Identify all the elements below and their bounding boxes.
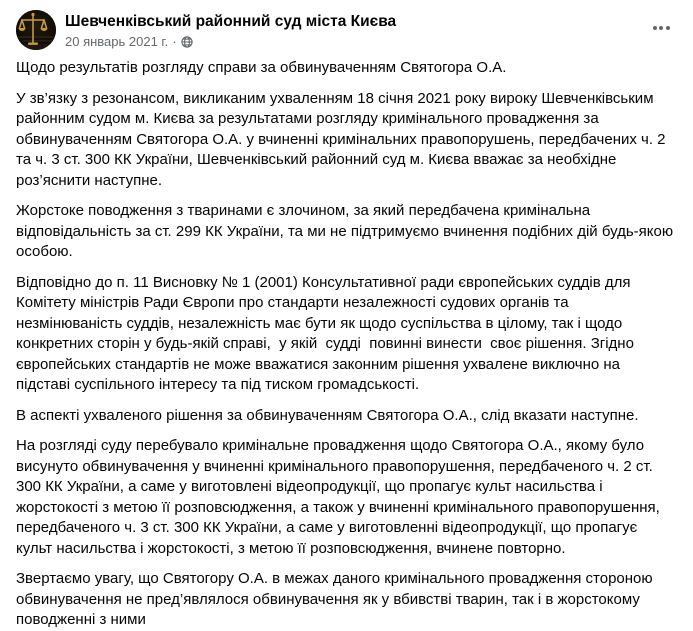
- post-paragraph: Відповідно до п. 11 Висновку № 1 (2001) Консультативної ради європейських суддів для Комітету міністрів Ради Європи про стандарти незалежності судових органів та незмінюваність суддів, незалежність має бути як щодо суспільства в цілому, так і щодо конкретних сторін у будь-якій справі, у якій судді повинні винести своє рішення. Згідно європейських стандартів не може вважатися законним рішення ухвалене виключно на підставі суспільного інтересу та під тиском громадськості.: [16, 273, 639, 393]
- meta-separator: ·: [172, 34, 177, 49]
- post-body: [0, 56, 693, 631]
- post-meta: [65, 33, 396, 50]
- more-options-button[interactable]: [645, 16, 677, 40]
- post-header: [0, 0, 693, 56]
- post-paragraph: У зв’язку з резонансом, викликаним ухваленням 18 січня 2021 року вироку Шевченківським районним судом м. Києва за результатами розгляду кримінального провадження за обвинуваченням Святогора О.А. у вчиненні кримінальних правопорушень, передбачених ч. 2 та ч. 3 ст. 300 КК України, Шевченківський районний суд м. Києва вважає за необхідне роз’яснити наступне.: [16, 89, 670, 189]
- post-paragraph: В аспекті ухваленого рішення за обвинуваченням Святогора О.А., слід вказати наступне.: [16, 406, 639, 424]
- ellipsis-icon: [653, 26, 657, 30]
- avatar[interactable]: [16, 10, 56, 50]
- post-paragraph: Щодо результатів розгляду справи за обвинуваченням Святогора О.А.: [16, 59, 507, 76]
- page-name[interactable]: Шевченківський районний суд міста Києва: [65, 13, 397, 30]
- globe-icon: [181, 36, 193, 48]
- post-date[interactable]: 20 январь 2021 г.: [65, 34, 169, 49]
- scales-of-justice-icon: [16, 10, 56, 50]
- post-paragraph: Звертаємо увагу, що Святогору О.А. в межах даного кримінального провадження стороною обвинувачення не пред’являлося обвинувачення як у вбивстві тварин, так і в жорстокому поводженні з ними: [16, 570, 657, 628]
- post-paragraph: Жорстоке поводження з тваринами є злочином, за який передбачена кримінальна відповідальність за ст. 299 КК України, та ми не підтримуємо вчинення подібних дій будь-якою особою.: [16, 202, 678, 260]
- header-meta: [65, 10, 396, 50]
- post-paragraph: На розгляді суду перебувало кримінальне провадження щодо Святогора О.А., якому було висунуто обвинувачення у вчиненні кримінального правопорушення, передбаченого ч. 2 ст. 300 КК України, а саме у виготовлені відеопродукції, що пропагує культ насильства і жорстокості з метою її розповсюдження, а також у вчиненні кримінального правопорушення, передбаченого ч. 3 ст. 300 КК України, а саме у виготовленні відеопродукції, що пропагує культ насильства і жорстокості, з метою її розповсюдження, вчинене повторно.: [16, 437, 665, 557]
